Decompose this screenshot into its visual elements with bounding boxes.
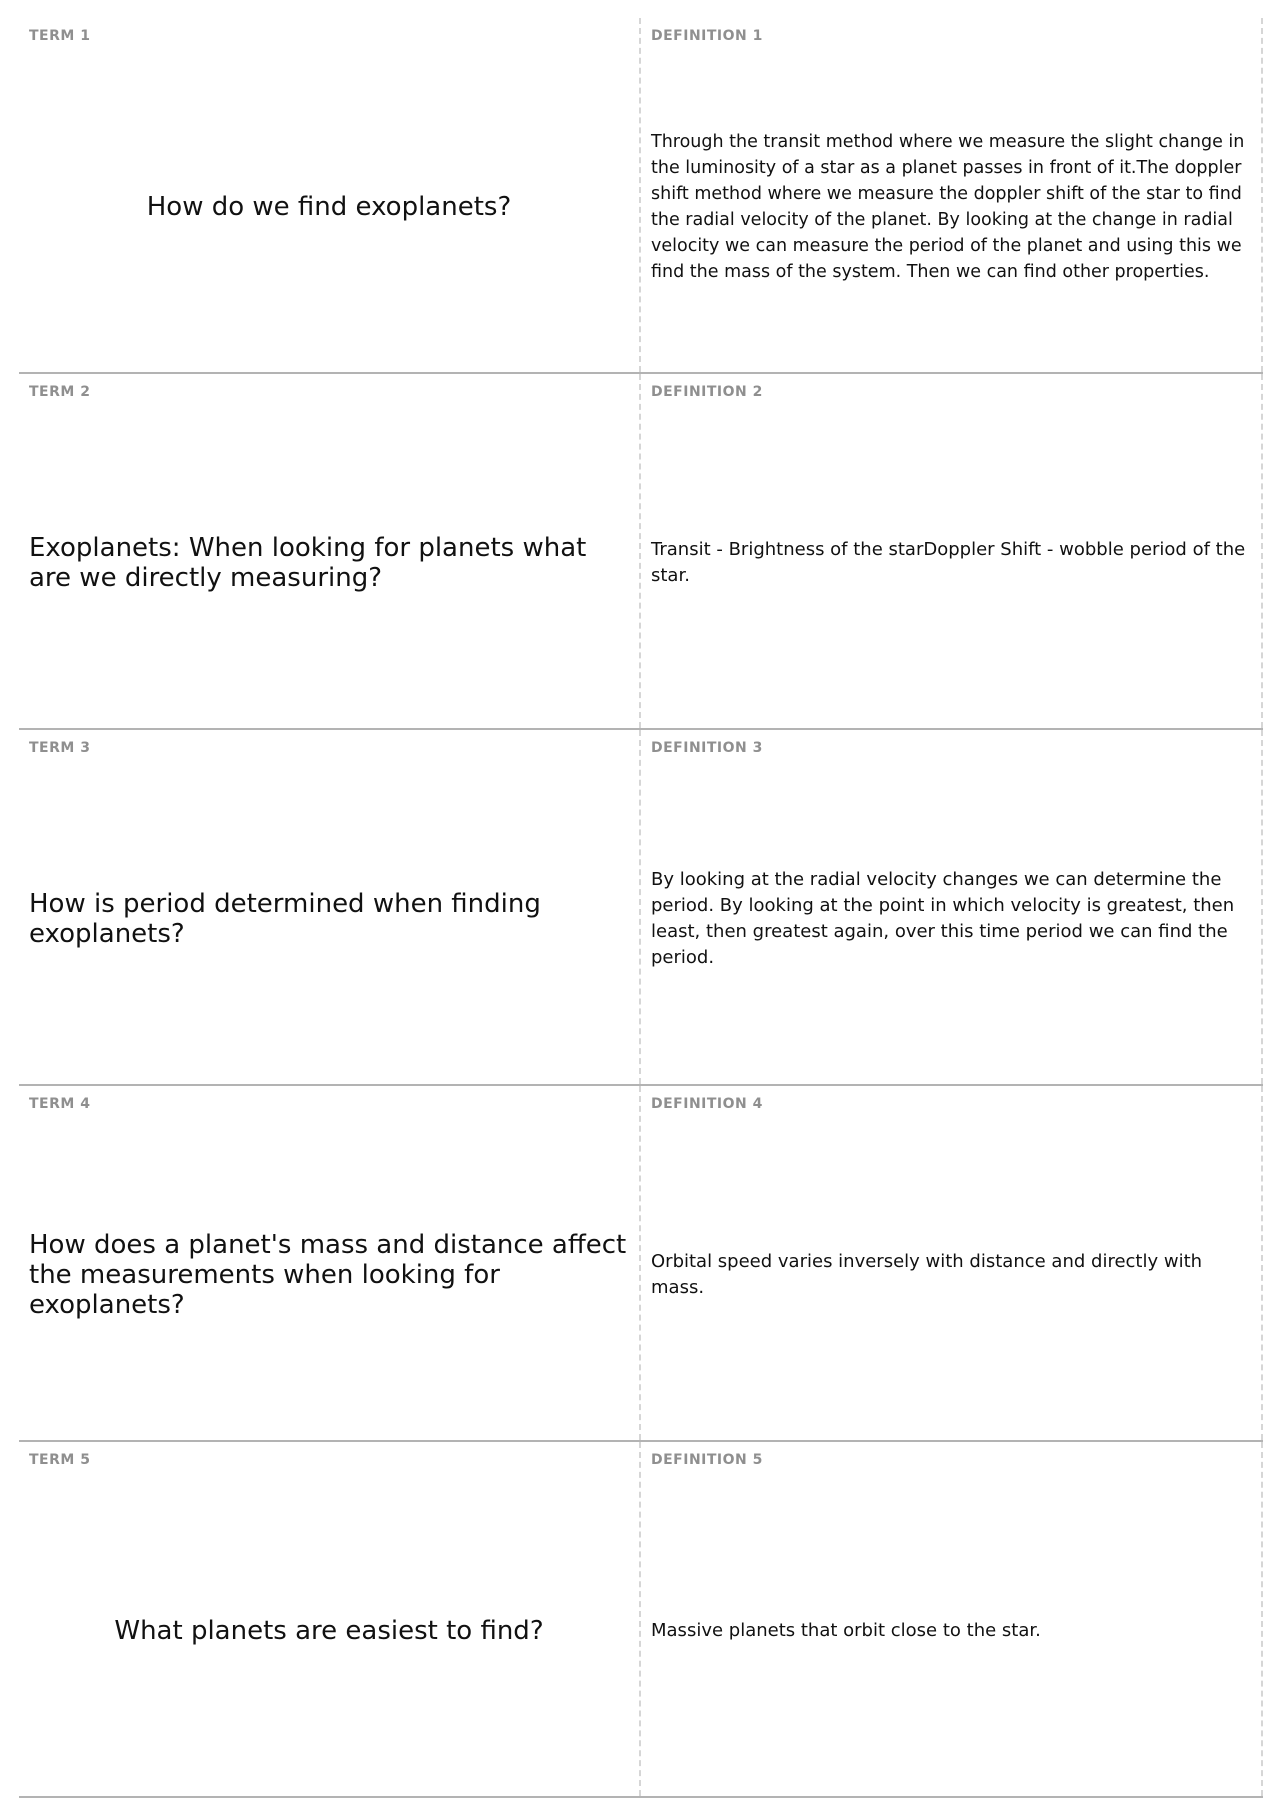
term-cell	[19, 18, 641, 372]
term-cell	[19, 730, 641, 1084]
flashcard-row-5	[19, 1442, 1263, 1798]
definition-text: Transit - Brightness of the starDoppler Shift - wobble period of the star.	[651, 539, 1246, 586]
term-label: TERM 4	[29, 1096, 91, 1112]
definition-body	[651, 52, 1251, 362]
flashcard-sheet	[19, 18, 1263, 1798]
term-label: TERM 3	[29, 740, 91, 756]
definition-label: DEFINITION 2	[651, 384, 763, 400]
definition-cell	[641, 1086, 1263, 1440]
term-text: How is period determined when finding exoplanets?	[29, 889, 541, 949]
definition-label: DEFINITION 1	[651, 28, 763, 44]
definition-body	[651, 408, 1251, 718]
definition-text: Orbital speed varies inversely with distance and directly with mass.	[651, 1251, 1203, 1298]
term-body	[29, 1476, 629, 1786]
definition-body	[651, 1120, 1251, 1430]
term-label: TERM 1	[29, 28, 91, 44]
definition-label: DEFINITION 4	[651, 1096, 763, 1112]
term-text: How do we find exoplanets?	[146, 192, 512, 222]
definition-text: Through the transit method where we measure the slight change in the luminosity of a star as a planet passes in front of it.The doppler shift method where we measure the doppler shift of the star to find the radial velocity of the planet. By looking at the change in radial velocity we can measure the period of the planet and using this we find the mass of the system. Then we can find other properties.	[651, 132, 1245, 282]
term-cell	[19, 1086, 641, 1440]
flashcard-row-4	[19, 1086, 1263, 1442]
definition-text: By looking at the radial velocity changes we can determine the period. By looking at the point in which velocity is greatest, then least, then greatest again, over this time period we can find the period.	[651, 869, 1235, 968]
term-text: Exoplanets: When looking for planets what are we directly measuring?	[29, 533, 587, 593]
term-body	[29, 1120, 629, 1430]
definition-body	[651, 764, 1251, 1074]
definition-body	[651, 1476, 1251, 1786]
definition-cell	[641, 730, 1263, 1084]
definition-text: Massive planets that orbit close to the star.	[651, 1620, 1041, 1641]
flashcard-row-1	[19, 18, 1263, 374]
definition-label: DEFINITION 5	[651, 1452, 763, 1468]
term-body	[29, 52, 629, 362]
term-text: What planets are easiest to find?	[114, 1616, 544, 1646]
term-label: TERM 2	[29, 384, 91, 400]
term-body	[29, 408, 629, 718]
definition-cell	[641, 1442, 1263, 1796]
definition-label: DEFINITION 3	[651, 740, 763, 756]
term-label: TERM 5	[29, 1452, 91, 1468]
flashcard-row-2	[19, 374, 1263, 730]
flashcard-row-3	[19, 730, 1263, 1086]
term-body	[29, 764, 629, 1074]
definition-cell	[641, 374, 1263, 728]
term-text: How does a planet's mass and distance affect the measurements when looking for exoplanets?	[29, 1230, 627, 1320]
term-cell	[19, 1442, 641, 1796]
definition-cell	[641, 18, 1263, 372]
term-cell	[19, 374, 641, 728]
